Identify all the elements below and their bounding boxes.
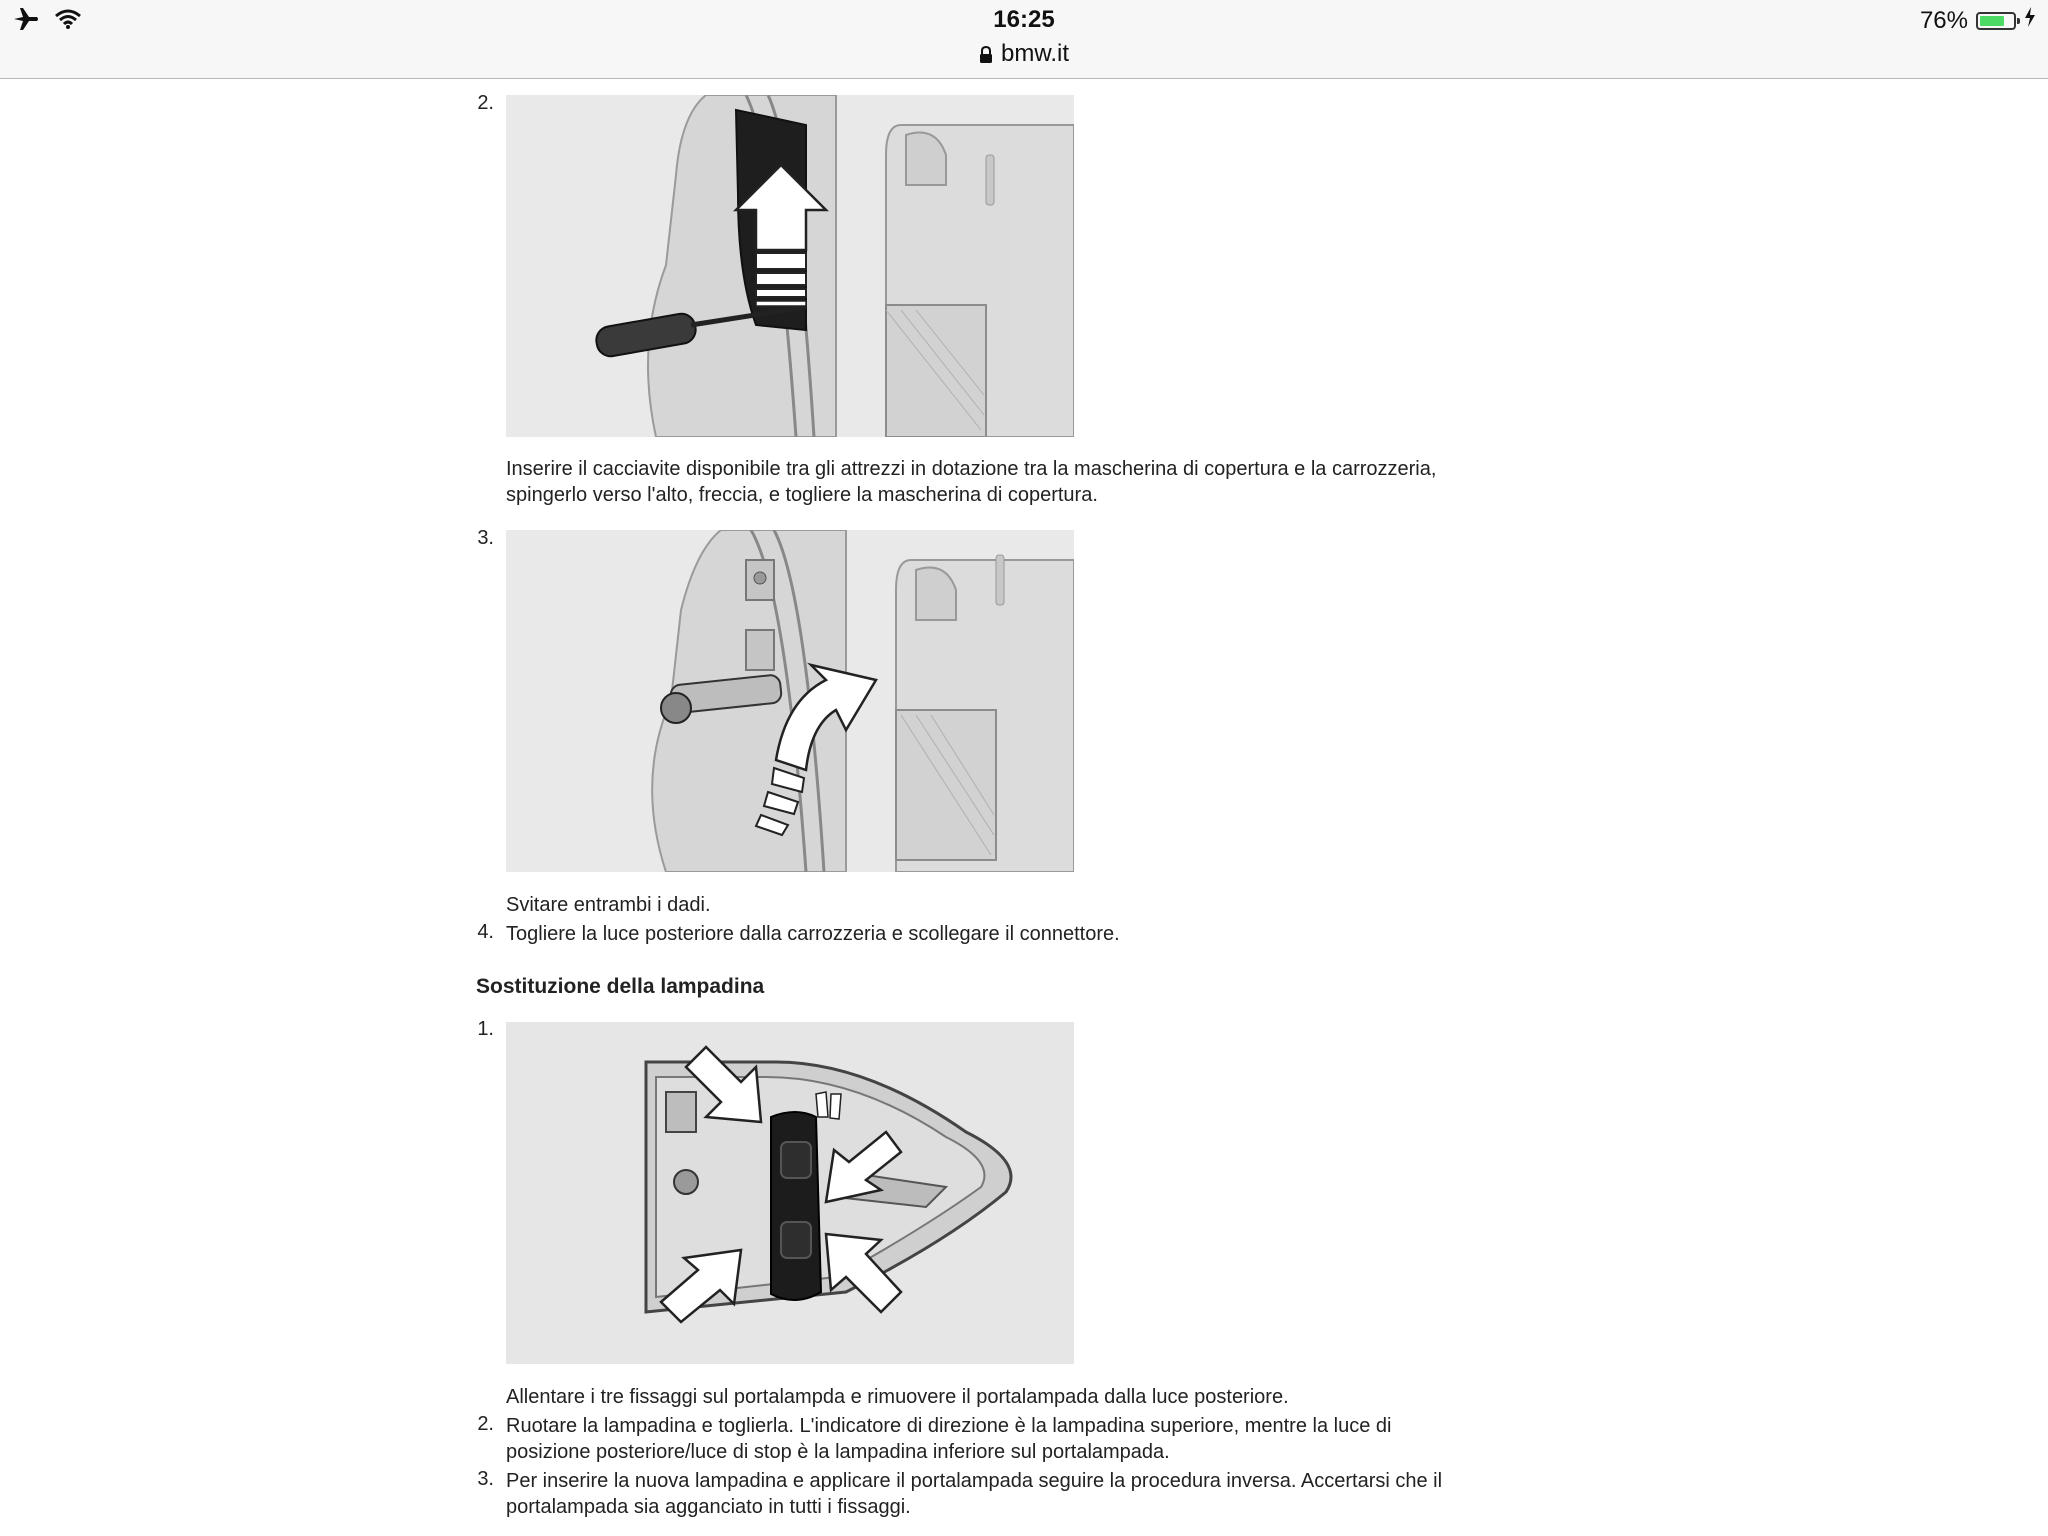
figure-remove-cover — [506, 95, 1074, 437]
step-text: Ruotare la lampadina e toglierla. L'indicatore di direzione è la lampadina superiore, mentre la luce di posizione posteriore/luce di stop è la lampadina inferiore sul portalampada. — [506, 1415, 1392, 1463]
section-heading: Sostituzione della lampadina — [476, 975, 765, 998]
step-text: Togliere la luce posteriore dalla carrozzeria e scollegare il connettore. — [506, 923, 1120, 945]
step-number: 1. — [477, 1018, 494, 1040]
address-bar[interactable] — [0, 40, 2048, 70]
step-text: Allentare i tre fissaggi sul portalampda e rimuovere il portalampada dalla luce posteriore. — [506, 1386, 1289, 1408]
battery-fill — [1980, 16, 2004, 26]
figure-unscrew-nuts — [506, 530, 1074, 872]
figure-bulb-holder — [506, 1022, 1074, 1364]
status-bar — [0, 0, 2048, 79]
battery-icon — [1976, 12, 2016, 30]
battery-nub — [2017, 18, 2020, 24]
step-number: 3. — [477, 527, 494, 549]
step-number: 2. — [477, 92, 494, 114]
step-number: 2. — [477, 1413, 494, 1435]
step-text: Per inserire la nuova lampadina e applicare il portalampada seguire la procedura inversa. Accertarsi che il portalampada sia agganciato in tutti i fissaggi. — [506, 1470, 1443, 1518]
step-text: Svitare entrambi i dadi. — [506, 894, 711, 916]
lock-icon — [979, 42, 993, 70]
status-right — [1920, 6, 2036, 35]
battery-percent: 76% — [1919, 6, 1968, 34]
url-text: bmw.it — [1000, 40, 1069, 67]
step-number: 3. — [477, 1468, 494, 1490]
step-text: Inserire il cacciavite disponibile tra gli attrezzi in dotazione tra la mascherina di copertura e la carrozzeria, spingerlo verso l'alto, freccia, e togliere la mascherina di copertura. — [506, 458, 1437, 506]
step-number: 4. — [477, 921, 494, 943]
clock: 16:25 — [993, 6, 1055, 33]
charging-bolt-icon — [2024, 6, 2036, 35]
